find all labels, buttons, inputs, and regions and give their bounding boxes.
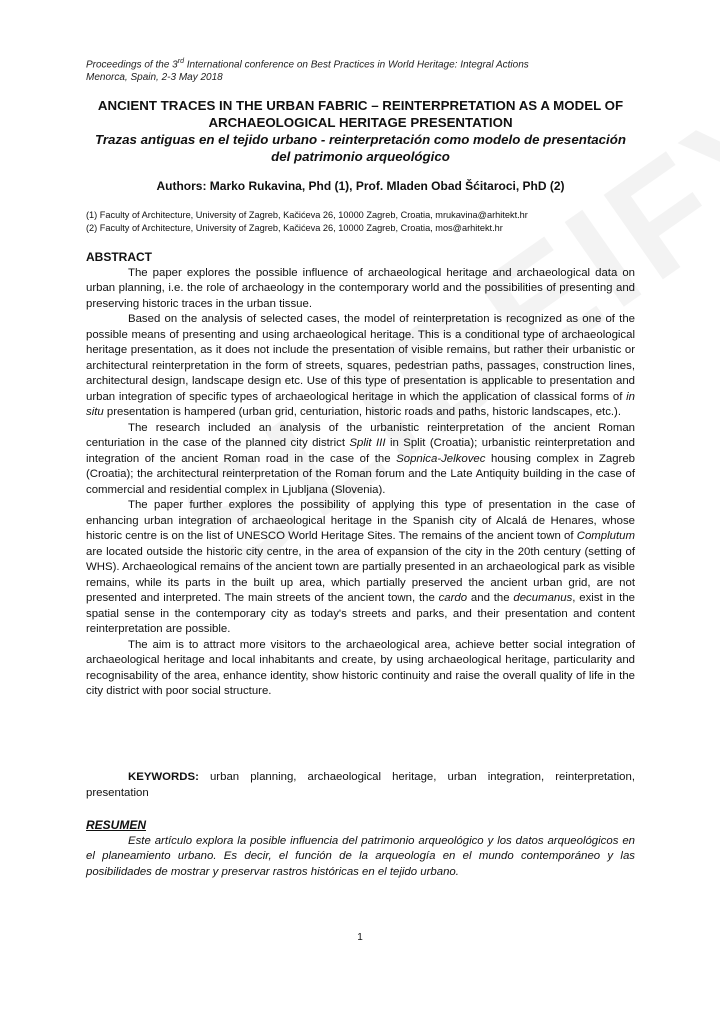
header-line-2: Menorca, Spain, 2-3 May 2018 bbox=[86, 72, 223, 84]
keywords-label: KEYWORDS: bbox=[128, 771, 199, 783]
header-superscript: rd bbox=[177, 58, 184, 65]
abstract-paragraph-5: The aim is to attract more visitors to the archaeological area, achieve better social integration of archaeological heritage and local inhabitants and create, by using archaeological heritage, particularity and recognisability of the area, enhance identity, show historic continuity and raise the overall quality of life in the city district with poor social structure. bbox=[86, 638, 635, 697]
abstract-p4-emphasis-1: Complutum bbox=[576, 530, 635, 542]
resumen-heading: RESUMEN bbox=[86, 818, 147, 832]
affiliation-1: (1) Faculty of Architecture, University of Zagreb, Kačićeva 26, 10000 Zagreb, Croatia, mrukavina@arhitekt.hr bbox=[86, 210, 528, 220]
page-number: 1 bbox=[357, 932, 363, 943]
authors: Authors: Marko Rukavina, Phd (1), Prof. Mladen Obad Šćitaroci, PhD (2) bbox=[156, 179, 565, 193]
abstract-paragraph-4 bbox=[86, 498, 635, 638]
abstract-p2-text-b: presentation is hampered (urban grid, centuriation, historic roads and paths, historic landscapes, etc.). bbox=[103, 406, 622, 418]
affiliation-2: (2) Faculty of Architecture, University of Zagreb, Kačićeva 26, 10000 Zagreb, Croatia, mos@arhitekt.hr bbox=[86, 222, 503, 233]
abstract-p4-text-c: and the bbox=[467, 592, 514, 604]
abstract-section bbox=[86, 250, 635, 700]
abstract-p3-text-a: The research included an analysis of the urbanistic reinterpretation of the ancient Roman centuriation in the case of the planned city district bbox=[86, 421, 635, 449]
abstract-p4-text-d: , exist in the spatial sense in the contemporary city as today's streets and parks, and their presentation and content reinterpretation are possible. bbox=[86, 592, 635, 635]
paper-title bbox=[86, 97, 635, 165]
abstract-p3-emphasis-2: Sopnica-Jelkovec bbox=[396, 452, 486, 465]
abstract-paragraph-1: The paper explores the possible influence of archaeological heritage and archaeological data on urban planning, i.e. the role of archaeology in the contemporary world and the possibilities of presenting and preserving historic traces in the urban tissue. bbox=[86, 266, 635, 310]
title-english: ANCIENT TRACES IN THE URBAN FABRIC – REINTERPRETATION AS A MODEL OF ARCHAEOLOGICAL HERITAGE PRESENTATION bbox=[97, 98, 624, 130]
resumen-section bbox=[86, 818, 635, 880]
resumen-paragraph-1: Este artículo explora la posible influencia del patrimonio arqueológico y los datos arqueológicos en el planeamiento urbano. Es decir, el función de la arqueología en el mundo contemporáneo y las posibilidades de mostrar y preservar rastros históricas en el tejido urbano. bbox=[86, 834, 635, 878]
title-spanish: Trazas antiguas en el tejido urbano - reinterpretación como modelo de presentación del patrimonio arqueológico bbox=[94, 132, 626, 164]
keywords bbox=[86, 770, 635, 801]
abstract-p4-text-b: are located outside the historic city centre, in the area of expansion of the city in the 20th century (setting of WHS). Archaeological remains of the ancient town are partially presented in an archaeological park as visible remains, while its parts in the built up area, which partially preserved the ancient urban grid, are not presented and interpreted. The main streets of the ancient town, the bbox=[86, 545, 635, 604]
abstract-paragraph-2 bbox=[86, 312, 635, 421]
abstract-p3-text-c: housing complex in Zagreb (Croatia); the architectural reinterpretation of the Roman forum and the Late Antiquity building in the case of commercial and residential complex in Ljubljana (Slovenia). bbox=[86, 452, 635, 496]
abstract-p2-emphasis: in situ bbox=[86, 390, 635, 418]
abstract-p2-text-a: Based on the analysis of selected cases, the model of reinterpretation is recognized as one of the possible means of presenting and using archaeological heritage. This is a conditional type of archaeological heritage presentation, as it does not include the presentation of visible remains, but rather their urbanistic or architectural reinterpretation in the form of streets, squares, pedestrian paths, passages, construction lines, architectural design, landscape design etc. Use of this type of presentation is applicable to presentation and urban integration of specific types of archaeological heritage in which the application of classical forms of bbox=[86, 313, 635, 403]
affiliations bbox=[86, 209, 646, 234]
header-line-1-rest: International conference on Best Practices in World Heritage: Integral Actions bbox=[183, 59, 529, 71]
abstract-paragraph-3 bbox=[86, 421, 635, 499]
header-line-1-text: Proceedings of the 3 bbox=[86, 59, 178, 71]
abstract-p3-text-b: in Split (Croatia); urbanistic reinterpretation and integration of the ancient Roman road in the case of the bbox=[86, 437, 635, 465]
abstract-p4-emphasis-2: cardo bbox=[438, 592, 468, 604]
proceedings-header bbox=[86, 55, 646, 84]
abstract-heading: ABSTRACT bbox=[86, 250, 152, 264]
keywords-text: urban planning, archaeological heritage, urban integration, reinterpretation, presentation bbox=[86, 771, 635, 799]
header-line-1 bbox=[86, 55, 646, 71]
abstract-p4-emphasis-3: decumanus bbox=[513, 592, 573, 604]
abstract-p4-text-a: The paper further explores the possibility of applying this type of presentation in the case of enhancing urban integration of archaeological heritage in the Spanish city of Alcalá de Henares, whose historic centre is on the list of UNESCO World Heritage Sites. The remains of the ancient town of bbox=[86, 499, 635, 542]
abstract-p3-emphasis-1: Split III bbox=[349, 437, 386, 449]
